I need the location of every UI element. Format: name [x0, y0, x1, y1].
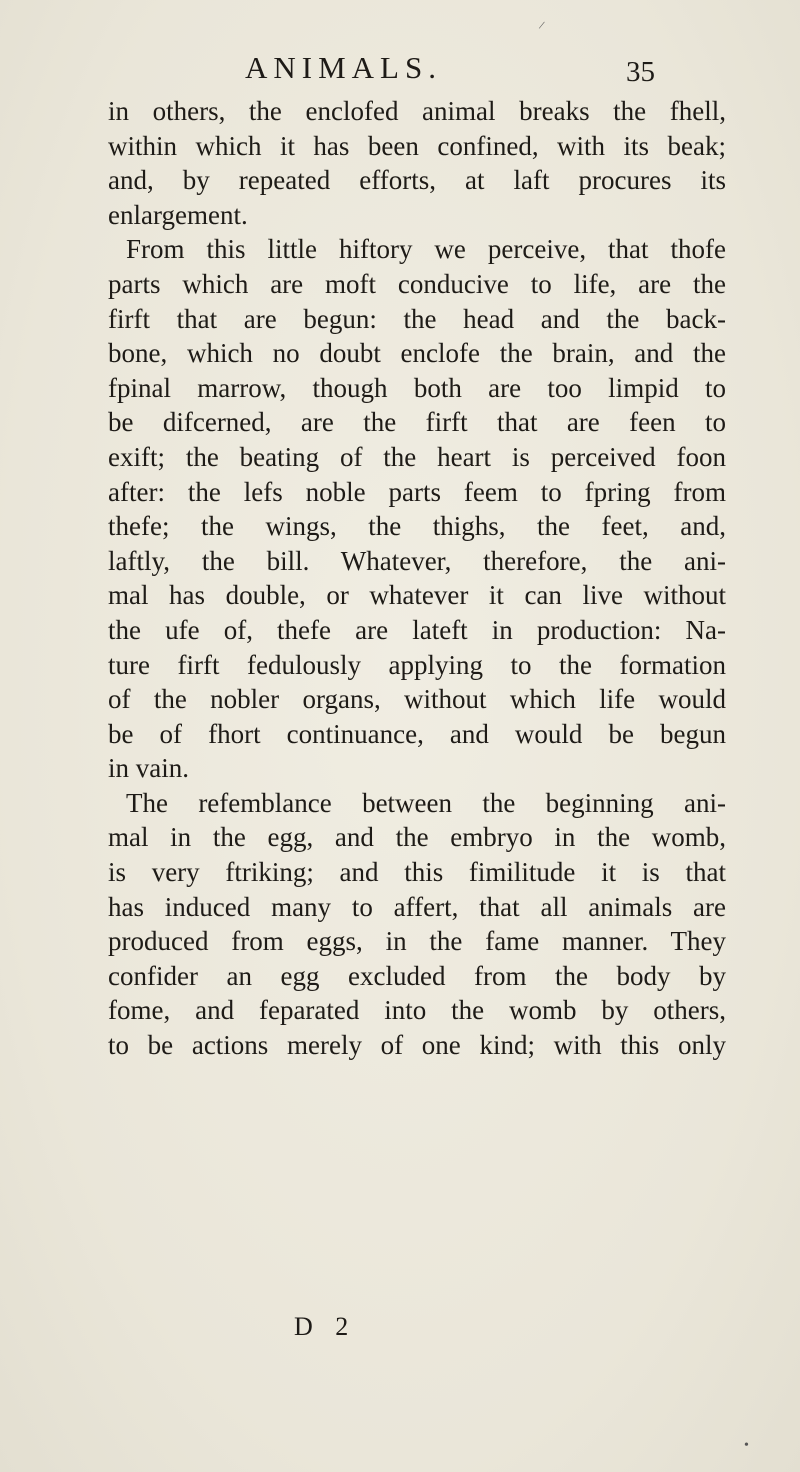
- text-line: firft that are begun: the head and the back-: [108, 303, 726, 334]
- ink-dot: •: [744, 1438, 749, 1453]
- text-line: is very ftriking; and this fimilitude it is that: [108, 857, 726, 888]
- text-line: the ufe of, thefe are lateft in production: Na-: [108, 614, 726, 645]
- text-line: produced from eggs, in the fame manner. They: [108, 926, 726, 957]
- text-line: in vain.: [108, 753, 189, 784]
- text-line: The refemblance between the beginning ani-: [126, 787, 726, 818]
- text-line: be difcerned, are the firft that are feen to: [108, 407, 726, 438]
- text-line: to be actions merely of one kind; with this only: [108, 1030, 726, 1061]
- page-header: [0, 46, 800, 90]
- text-line: parts which are moft conducive to life, are the: [108, 268, 726, 299]
- text-line: From this little hiftory we perceive, that thofe: [126, 234, 726, 265]
- text-line: of the nobler organs, without which life would: [108, 684, 726, 715]
- text-line: enlargement.: [108, 199, 248, 230]
- pencil-mark: /: [537, 17, 546, 33]
- text-line: and, by repeated efforts, at laft procures its: [108, 165, 726, 196]
- text-line: confider an egg excluded from the body by: [108, 960, 726, 991]
- text-line: after: the lefs noble parts feem to fpring from: [108, 476, 726, 507]
- text-line: be of fhort continuance, and would be begun: [108, 718, 726, 749]
- text-line: in others, the enclofed animal breaks the fhell,: [108, 96, 726, 126]
- running-head: ANIMALS.: [245, 50, 442, 85]
- text-line: within which it has been confined, with its beak;: [108, 130, 726, 161]
- text-line: fpinal marrow, though both are too limpid to: [108, 372, 726, 403]
- page-number: 35: [626, 56, 655, 88]
- text-line: thefe; the wings, the thighs, the feet, and,: [108, 511, 726, 542]
- text-line: mal in the egg, and the embryo in the womb,: [108, 822, 726, 853]
- signature-mark: D 2: [294, 1312, 357, 1341]
- text-line: ture firft fedulously applying to the formation: [108, 649, 726, 680]
- text-line: mal has double, or whatever it can live without: [108, 580, 726, 611]
- body-text: [108, 94, 726, 1063]
- text-line: exift; the beating of the heart is perceived foon: [108, 441, 726, 472]
- text-line: has induced many to affert, that all animals are: [108, 891, 726, 922]
- text-line: bone, which no doubt enclofe the brain, and the: [108, 338, 726, 369]
- text-line: laftly, the bill. Whatever, therefore, the ani-: [108, 545, 726, 576]
- text-line: fome, and feparated into the womb by others,: [108, 995, 726, 1026]
